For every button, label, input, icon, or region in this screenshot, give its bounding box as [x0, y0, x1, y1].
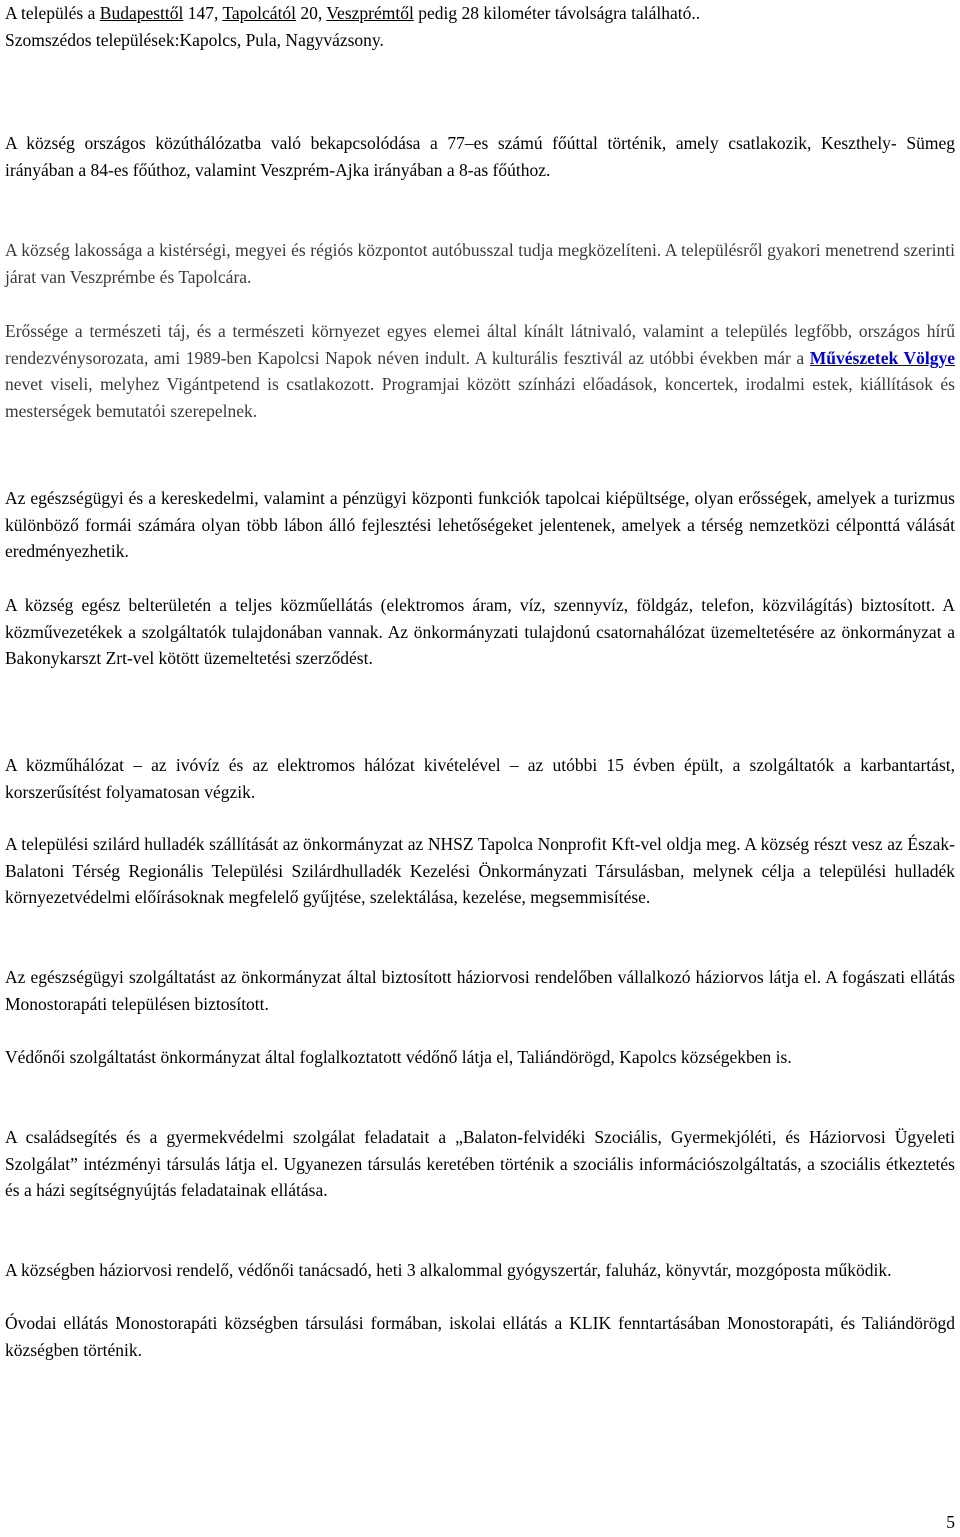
text: A település a: [5, 3, 100, 23]
paragraph-services: A községben háziorvosi rendelő, védőnői tanácsadó, heti 3 alkalommal gyógyszertár, faluház, könyvtár, mozgóposta működik.: [5, 1260, 892, 1280]
link-veszprem[interactable]: Veszprémtől: [326, 3, 414, 23]
paragraph-festival: [5, 318, 955, 424]
paragraph-roads: A község országos közúthálózatba való bekapcsolódása a 77–es számú főúttal történik, amely csatlakozik, Keszthely- Sümeg irányában a 84-es főúthoz, valamint Veszprém-Ajka irányában a 8-as főúthoz.: [5, 133, 955, 180]
paragraph-family-support: A családsegítés és a gyermekvédelmi szolgálat feladatait a „Balaton-felvidéki Szociális, Gyermekjóléti, és Háziorvosi Ügyeleti Szolgálat” intézményi társulás látja el. Ugyanezen társulás keretében történik a szociális információszolgáltatás, a szociális étkeztetés és a házi segítségnyújtás feladatainak ellátása.: [5, 1127, 955, 1200]
paragraph-nurse: Védőnői szolgáltatást önkormányzat által foglalkoztatott védőnő látja el, Taliándörögd, Kapolcs községekben is.: [5, 1047, 792, 1067]
paragraph-waste: A települési szilárd hulladék szállítását az önkormányzat az NHSZ Tapolca Nonprofit Kft-vel oldja meg. A község részt vesz az Észak-Balatoni Térség Regionális Települési Szilárdhulladék Kezelési Önkormányzati Társulásban, melynek célja a települési hulladék környezetvédelmi előírásoknak megfelelő gyűjtése, szelektálása, kezelése, megsemmisítése.: [5, 834, 955, 907]
text: 147,: [183, 3, 223, 23]
paragraph-utility-network: A közműhálózat – az ivóvíz és az elektromos hálózat kivételével – az utóbbi 15 évben épült, a szolgáltatók a karbantartást, korszerűsítést folyamatosan végzik.: [5, 755, 955, 802]
paragraph-bus: A község lakossága a kistérségi, megyei és régiós központot autóbusszal tudja megközelíteni. A településről gyakori menetrend szerinti járat van Veszprémbe és Tapolcára.: [5, 240, 955, 287]
paragraph-health-commerce: Az egészségügyi és a kereskedelmi, valamint a pénzügyi központi funkciók tapolcai kiépültsége, olyan erősségek, amelyek a turizmus különböző formái számára olyan több lábon álló fejlesztési lehetőségeket jelentenek, amelyek a térség nemzetközi célponttá válását eredményezhetik.: [5, 488, 955, 561]
link-tapolca[interactable]: Tapolcától: [222, 3, 297, 23]
text: 20,: [296, 3, 327, 23]
paragraph-education: Óvodai ellátás Monostorapáti községben társulási formában, iskolai ellátás a KLIK fenntartásában Monostorapáti, és Taliándörögd községben történik.: [5, 1313, 955, 1360]
paragraph-healthcare: Az egészségügyi szolgáltatást az önkormányzat által biztosított háziorvosi rendelőben vállalkozó háziorvos látja el. A fogászati ellátás Monostorapáti településen biztosított.: [5, 967, 955, 1014]
link-budapest[interactable]: Budapesttől: [99, 3, 184, 23]
link-muveszetek-volgye[interactable]: Művészetek Völgye: [809, 347, 955, 368]
paragraph-utilities: A község egész belterületén a teljes közműellátás (elektromos áram, víz, szennyvíz, földgáz, telefon, közvilágítás) biztosított. A közművezetékek a szolgáltatók tulajdonában vannak. Az önkormányzati tulajdonú csatornahálózat üzemeltetésére az önkormányzat a Bakonykarszt Zrt-vel kötött üzemeltetési szerződést.: [5, 595, 955, 668]
text: nevet viseli, melyhez Vigántpetend is csatlakozott. Programjai között színházi előadások, koncertek, irodalmi estek, kiállítások és mesterségek bemutatói szerepelnek.: [5, 374, 955, 421]
text: pedig 28 kilométer távolságra található..: [413, 3, 701, 23]
page-number: 5: [946, 1511, 955, 1532]
paragraph-location: [5, 0, 955, 53]
neighbour-settlements: Szomszédos települések:Kapolcs, Pula, Nagyvázsony.: [5, 29, 384, 50]
text: Erőssége a természeti táj, és a természeti környezet egyes elemei által kínált látnivaló, valamint a település legfőbb, országos hírű rendezvénysorozata, ami 1989-ben Kapolcsi Napok néven indult. A kulturális fesztivál az utóbbi években már a: [5, 321, 955, 368]
